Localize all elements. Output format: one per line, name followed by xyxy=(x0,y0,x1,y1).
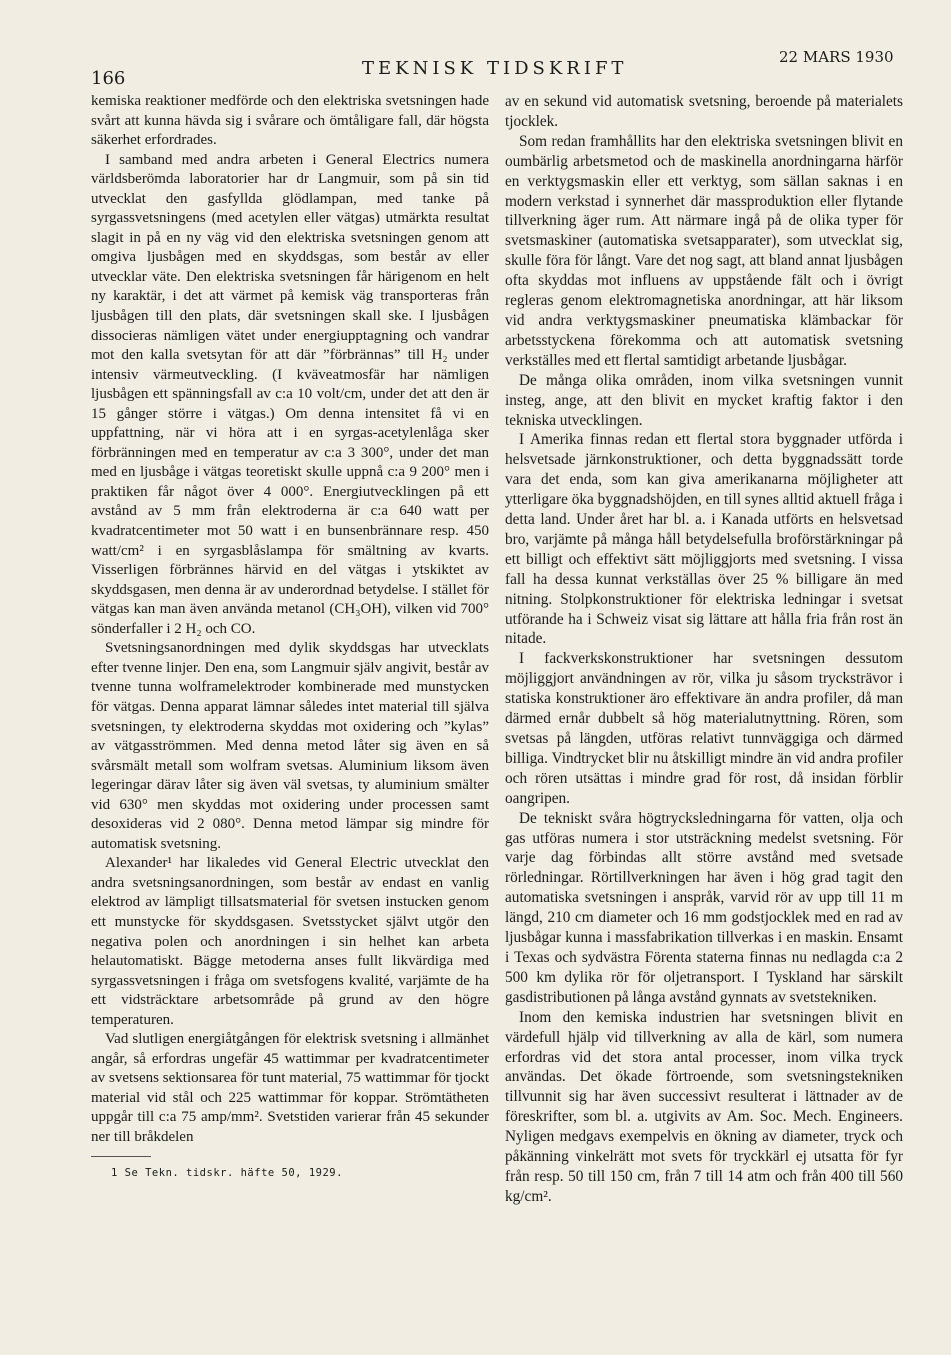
paragraph: I fackverkskonstruktioner har svetsningen dessutom möjliggjort användningen av rör, vilka ju såsom trycksträvor i statiska konstruktioner äro effektivare än andra profiler, då man därmed ernår dubbelt så hög materialutnyttning. Rören, som svetsas på längden, utföras relativt tunnväggiga och därmed billiga. Vindtrycket blir nu åtskilligt mindre än vid andra profiler och rören utsättas i mindre grad för rost, då insidan förblir oangripen. xyxy=(505,650,903,807)
paragraph: Svetsningsanordningen med dylik skyddsgas har utvecklats efter tvenne linjer. Den ena, som Langmuir själv angivit, består av tvenne tunna wolframelektroder kombinerade med munstycken för vätgas. Denna apparat lämnar således intet material till själva svetsningen, ty elektroderna skyddas mot oxidering och ”kylas” av vätgasströmmen. Med denna metod låter sig även en så svårsmält metall som wolfram svetsas. Aluminium liksom även legeringar därav låter sig även väl svetsas, ty aluminium smälter vid 630° men skyddas mot oxidering under processen samt desoxideras vid 2 080°. Denna metod lämpar sig mindre för automatisk svetsning. xyxy=(91,640,489,852)
paragraph: av en sekund vid automatisk svetsning, beroende på materialets tjocklek. xyxy=(505,93,903,130)
journal-title: TEKNISK TIDSKRIFT xyxy=(362,58,628,79)
paragraph: Inom den kemiska industrien har svetsningen blivit en värdefull hjälp vid tillverkning av alla de kärl, som numera erfordras vid det stora antal processer, inom vilka tryck användas. Det ökade förtroende, som svetsningstekniken tillvunnit sig har även successivt resulterat i lättnader av de föreskrifter, som bl. a. utgivits av Am. Soc. Mech. Engineers. Nyligen medgavs exempelvis en ökning av diameter, tryck och påkänning vinkelrätt mot svets för tryckkärl ej utsatta för fyr från resp. 50 till 150 cm, från 7 till 14 atm och från 400 till 560 kg/cm². xyxy=(505,1008,903,1205)
paragraph: kemiska reaktioner medförde och den elektriska svetsningen hade svårt att kunna hävda sig i svårare och ömtåligare fall, där högsta säkerhet erfordrades. xyxy=(91,93,489,149)
running-header xyxy=(0,48,951,88)
paragraph: I Amerika finnas redan ett flertal stora byggnader utförda i helsvetsade järnkonstruktioner, och detta byggnadssätt torde vara det enda, som kan giva amerikanarna möjligheter att ytterligare öka byggnadshöjden, en till synes alltid aktuell fråga i detta land. Under året har bl. a. i Kanada utförts en helsvetsad bro, varjämte på många håll betydelsefulla broförstärkningar på ett billigt och effektivt sätt möjliggjorts med svetsning. I vissa fall ha dessa kunnat verkställas över 25 % billigare än med nitning. Stolpkonstruktioner för elektriska ledningar i svetsat utförande ha i Schweiz visat sig lättare att hålla fria från rost än nitade. xyxy=(505,431,903,648)
paragraph: I samband med andra arbeten i General Electrics numera världsberömda laboratorier har dr Langmuir, som på sin tid utvecklat den gasfyllda glödlampan, med tanke på syrgassvetsningens (med acetylen eller vätgas) utmärkta resultat slagit in på en ny väg vid den elektriska svetsningen genom att omgiva ljusbågen med en skyddsgas, som består av eller utvecklar väte. Den elektriska svetsningen får härigenom en helt ny karaktär, i det att värmet på kemisk väg transporteras från ljusbågen till den plats, där svetsningen skall ske. I ljusbågen dissocieras nämligen vätet under energiupptagning och vandrar mot den kalla svetsytan för att där ”förbrännas” till H₂ under intensiv värmeutveckling. (I kväveatmosfär har nämligen ljusbågen ett spänningsfall av c:a 10 volt/cm, under det att den är 15 gånger större i vätgas.) Om denna intensitet få vi en uppfattning, när vi höra att i en syrgas-acetylenlåga sker förbränningen med en temperatur av c:a 3 300°, under det man med en ljusbåge i vätgas teoretiskt skulle uppnå c:a 9 200° men i praktiken får något över 4 000°. Energiutvecklingen på ett avstånd av 5 mm från elektroderna är c:a 640 watt per kvadratcentimeter mot 50 watt i en bunsenbrännare resp. 450 watt/cm² i en syrgasblåslampa för smältning av kvarts. Visserligen förbrännes härvid en del vätgas i ytskiktet av skyddsgasen, men denna är av underordnad betydelse. I stället för vätgas kan man även använda metanol (CH₃OH), vilken vid 700° sönderfaller i 2 H₂ och CO. xyxy=(91,151,489,637)
paragraph: Som redan framhållits har den elektriska svetsningen blivit en oumbärlig arbetsmetod och de maskinella anordningarna härför en verktygsmaskin eller ett verktyg, som sällan saknas i en modern verkstad i synnerhet där massproduktion eller flytande tillverkning äger rum. Att närmare ingå på de olika typer för svetsmaskiner (automatiska svetsapparater), som utvecklat sig, skulle föra för långt. Vare det nog sagt, att bland annat ljusbågen ofta skyddas mot influens av uppstående fält och i övrigt regleras genom elektromagnetiska anordningar, att här liksom vid andra verktygsmaskiner pneumatiska klämbackar för arbetsstyckena förekomma och att automatisk svetsning verkställes med ett flertal samtidigt arbetande ljusbågar. xyxy=(505,132,903,369)
right-column xyxy=(505,92,903,1207)
left-column xyxy=(91,92,489,1179)
issue-date: 22 MARS 1930 xyxy=(779,48,894,66)
paragraph: Alexander¹ har likaledes vid General Electric utvecklat den andra svetsningsanordningen, som består av endast en vanlig elektrod av lämpligt tillsatsmaterial för svetsen instucken genom ett munstycke för skyddsgasen. Svetsstycket självt utgör den negativa polen och anordningen i sin helhet kan arbeta helautomatiskt. Bägge metoderna anses fullt likvärdiga med syrgassvetsningen i fråga om svetsfogens kvalité, varjämte de ha ett vidsträcktare arbetsområde på grund av den högre temperaturen. xyxy=(91,855,489,1028)
footnote: 1 Se Tekn. tidskr. häfte 50, 1929. xyxy=(111,1166,343,1179)
paragraph: Vad slutligen energiåtgången för elektrisk svetsning i allmänhet angår, så erfordras ungefär 45 wattimmar per kvadratcentimeter av svetsens sektionsarea för tunt material, 75 wattimmar för tjockt material vid stål och 225 wattimmar för koppar. Strömtätheten uppgår till c:a 75 amp/mm². Svetstiden varierar från 45 sekunder ner till bråkdelen xyxy=(91,1031,489,1145)
paragraph: De tekniskt svåra högtrycksledningarna för vatten, olja och gas utföras numera i stor utsträckning medelst svetsning. För varje dag förbindas allt större avstånd med svetsade rörledningar. Rörtillverkningen har även i hög grad tagit den automatiska svetsningen i anspråk, varvid rör av upp till 11 m längd, 210 cm diameter och 16 mm godstjocklek med en rad av ljusbågar kunna i massfabrikation tillverkas i en maskin. Ensamt i Texas och sydvästra Förenta staterna finnas nu nedlagda c:a 2 500 km dylika rör för oljetransport. I Tyskland har särskilt gasdistributionen på långa avstånd gynnats av svetstekniken. xyxy=(505,809,903,1006)
footnote-rule xyxy=(91,1156,151,1157)
paragraph: De många olika områden, inom vilka svetsningen vunnit insteg, ange, att den blivit en mycket kraftig faktor i den tekniska utvecklingen. xyxy=(505,371,903,429)
page-number: 166 xyxy=(91,68,126,89)
